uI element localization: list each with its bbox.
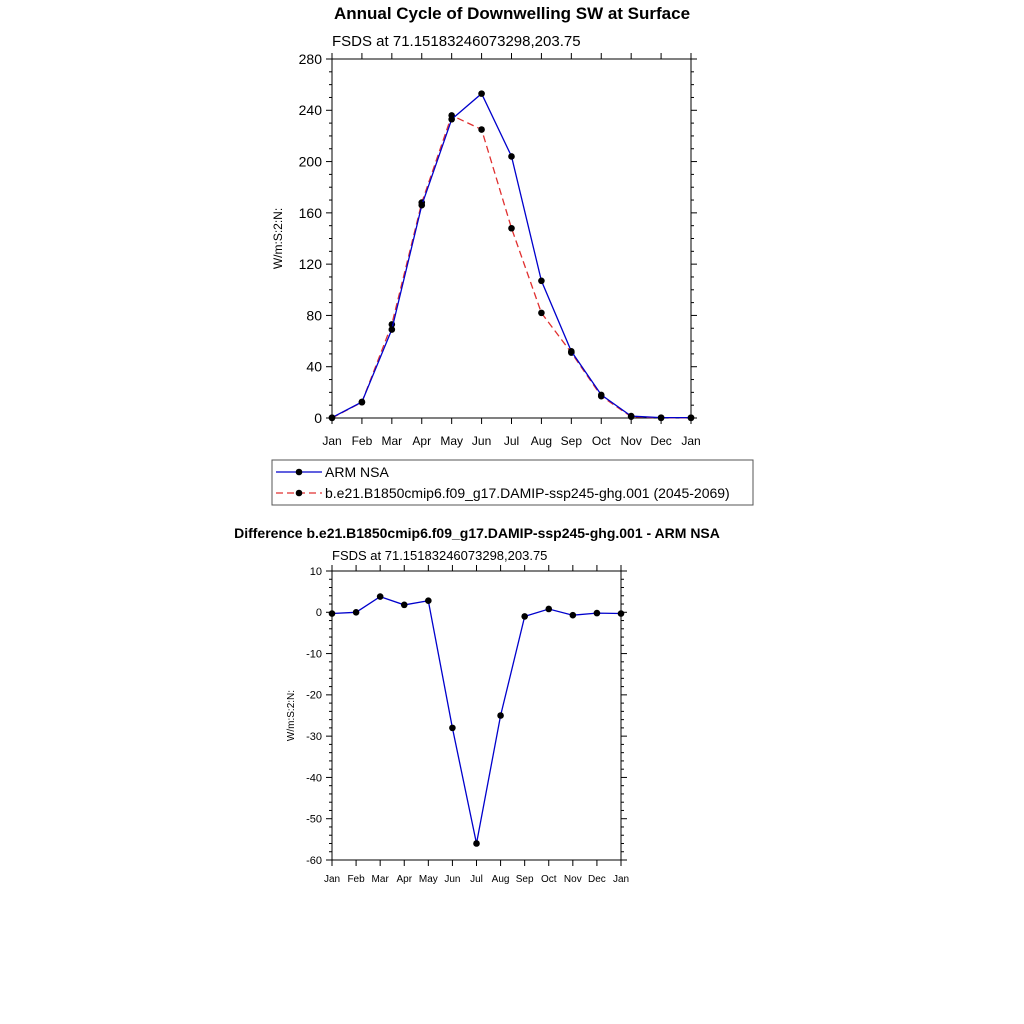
data-point — [538, 278, 545, 285]
data-point — [508, 225, 515, 232]
y-tick-label: 200 — [298, 153, 322, 170]
y-tick-label: 240 — [298, 102, 322, 119]
plot-frame — [332, 59, 691, 418]
y-tick-label: -60 — [306, 854, 322, 867]
x-tick-label: Sep — [515, 874, 534, 885]
x-tick-label: Jun — [471, 434, 492, 448]
data-point — [497, 712, 504, 719]
x-tick-label: Jan — [322, 434, 342, 448]
x-tick-label: May — [418, 874, 438, 885]
data-point — [377, 593, 384, 600]
x-tick-label: Mar — [381, 434, 403, 448]
y-tick-label: 10 — [309, 565, 322, 578]
data-point — [329, 414, 336, 421]
x-tick-label: Feb — [347, 874, 365, 885]
x-tick-label: Oct — [540, 874, 557, 885]
y-axis-label: W/m:S:2:N: — [286, 689, 297, 742]
data-point — [658, 414, 665, 421]
data-point — [521, 613, 528, 620]
x-tick-label: Jul — [470, 874, 483, 885]
annual-cycle-chart — [271, 4, 701, 448]
series-line — [332, 94, 691, 418]
x-tick-label: Jan — [612, 874, 630, 885]
legend-label: ARM NSA — [325, 464, 389, 480]
x-tick-label: Nov — [563, 874, 582, 885]
data-point — [401, 602, 408, 609]
data-point — [594, 610, 601, 617]
y-tick-label: -50 — [306, 813, 322, 826]
data-point — [425, 597, 432, 604]
x-tick-label: Dec — [588, 874, 606, 885]
data-point — [418, 202, 425, 209]
chart-subtitle: FSDS at 71.15183246073298,203.75 — [332, 33, 581, 50]
y-tick-label: -40 — [306, 772, 322, 785]
data-point — [359, 399, 366, 406]
x-tick-label: Feb — [351, 434, 373, 448]
data-point — [353, 609, 360, 616]
y-tick-label: 0 — [315, 607, 322, 620]
x-tick-label: Jul — [503, 434, 520, 448]
data-point — [545, 606, 552, 613]
x-tick-label: Jun — [444, 874, 461, 885]
data-point — [598, 392, 605, 399]
legend-label: b.e21.B1850cmip6.f09_g17.DAMIP-ssp245-ghg.001 (2045-2069) — [325, 485, 730, 501]
series-line — [332, 115, 691, 418]
y-tick-label: 80 — [306, 307, 322, 324]
data-point — [329, 610, 336, 617]
data-point — [389, 326, 396, 333]
data-point — [538, 310, 545, 317]
data-point — [478, 90, 485, 97]
chart-subtitle: FSDS at 71.15183246073298,203.75 — [332, 548, 548, 563]
y-tick-label: 160 — [298, 204, 322, 221]
series-line — [332, 597, 621, 844]
x-tick-label: Apr — [396, 874, 413, 885]
data-point — [570, 612, 577, 619]
legend-marker — [296, 490, 303, 497]
data-point — [473, 840, 480, 847]
y-tick-label: 120 — [298, 256, 322, 273]
chart-title: Annual Cycle of Downwelling SW at Surface — [333, 4, 691, 23]
y-axis-label: W/m:S:2:N: — [271, 207, 285, 270]
legend-marker — [296, 469, 303, 476]
y-tick-label: -30 — [306, 730, 322, 743]
x-tick-label: Oct — [591, 434, 611, 448]
data-point — [618, 610, 625, 617]
data-point — [448, 116, 455, 123]
y-tick-label: 280 — [298, 50, 322, 67]
x-tick-label: Sep — [560, 434, 583, 448]
y-tick-label: 40 — [306, 358, 322, 375]
x-tick-label: Dec — [650, 434, 672, 448]
x-tick-label: Apr — [412, 434, 432, 448]
x-tick-label: Jan — [681, 434, 701, 448]
x-tick-label: Jan — [323, 874, 341, 885]
x-tick-label: Nov — [620, 434, 642, 448]
x-tick-label: May — [440, 434, 464, 448]
data-point — [568, 348, 575, 355]
x-tick-label: Aug — [530, 434, 553, 448]
data-point — [688, 414, 695, 421]
x-tick-label: Mar — [371, 874, 389, 885]
data-point — [628, 413, 635, 420]
data-point — [449, 725, 456, 732]
legend — [272, 460, 753, 505]
data-point — [478, 126, 485, 133]
chart-title: Difference b.e21.B1850cmip6.f09_g17.DAMIP-ssp245-ghg.001 - ARM NSA — [234, 525, 720, 541]
difference-chart — [234, 525, 720, 885]
y-tick-label: -20 — [306, 689, 322, 702]
y-tick-label: -10 — [306, 648, 322, 661]
x-tick-label: Aug — [491, 874, 510, 885]
y-tick-label: 0 — [314, 409, 322, 426]
data-point — [508, 153, 515, 160]
